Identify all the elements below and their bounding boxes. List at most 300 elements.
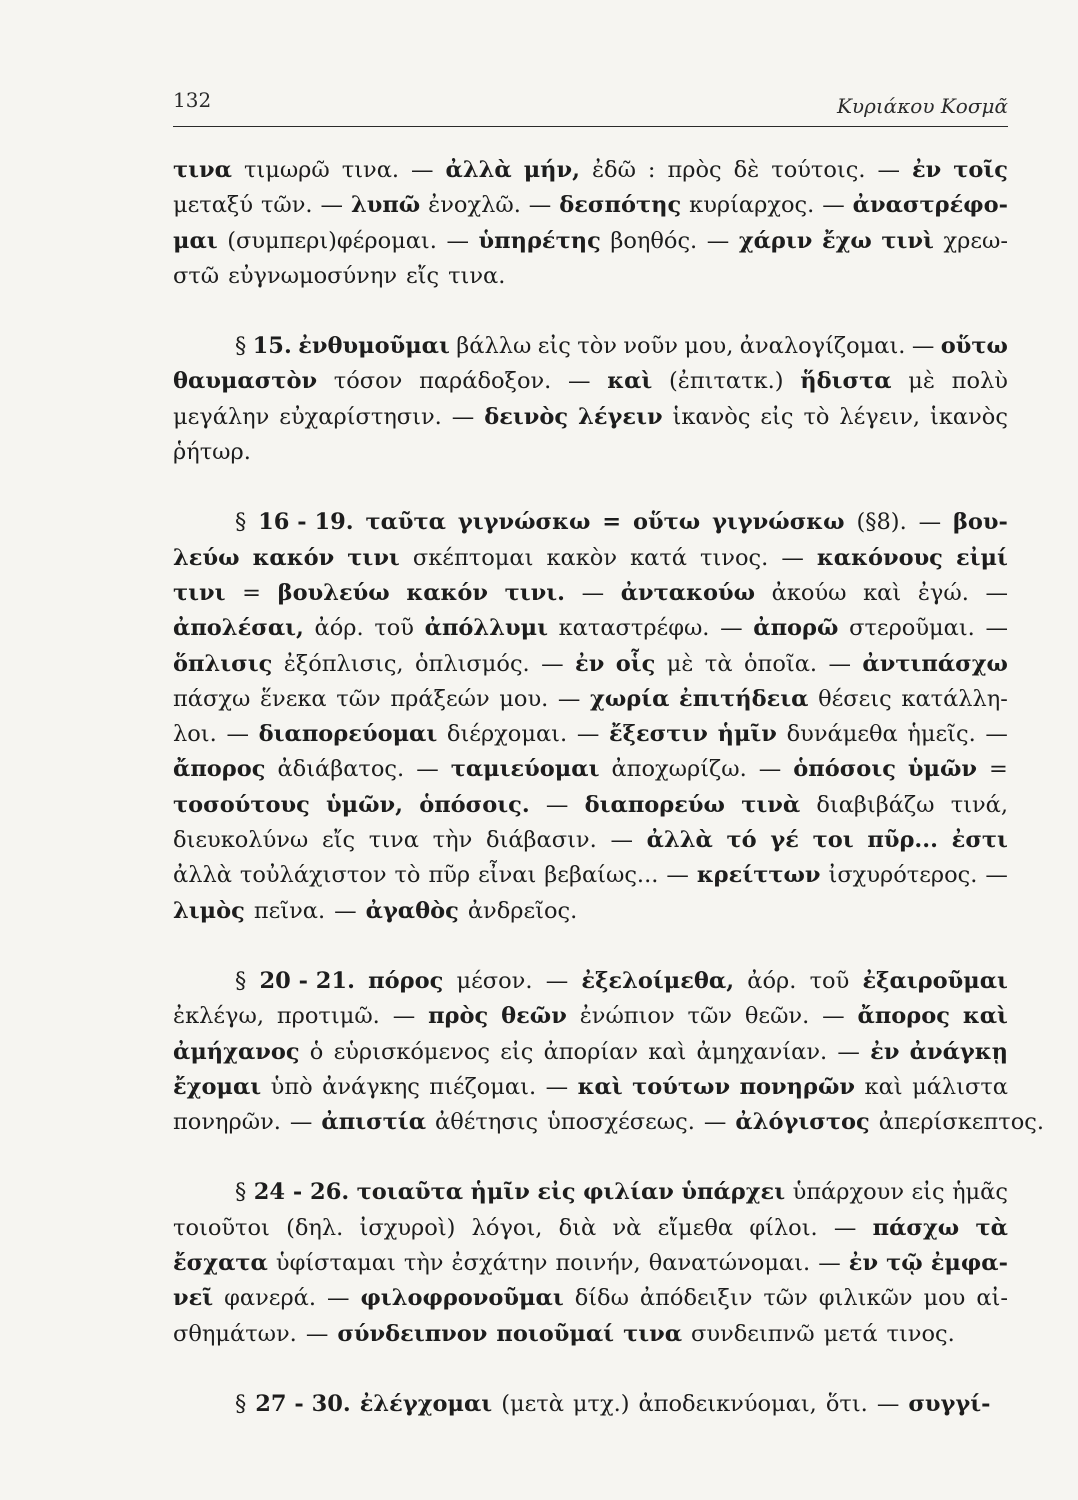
gloss-text: πράξεών [390, 685, 490, 712]
headword: οὕτω [940, 333, 1008, 360]
headword: εἰς [537, 1179, 576, 1206]
headword: ἐν [870, 1038, 900, 1065]
gloss-text: ἀνδρεῖος. [467, 897, 578, 924]
paragraph-p4 [173, 964, 1044, 1140]
gloss-text: θανατώνομαι. [648, 1250, 811, 1277]
headword: ὑπηρέτης [478, 227, 601, 254]
gloss-text: εἴμεθα [657, 1214, 734, 1241]
gloss-text: πολὺ [951, 368, 1008, 395]
gloss-text: § [235, 1179, 247, 1206]
gloss-text: — [392, 1003, 416, 1030]
gloss-text: ἀπορίαν [543, 1038, 639, 1065]
text-line [173, 1070, 1008, 1105]
gloss-text: ἕνεκα [259, 685, 327, 712]
gloss-text: ἀλλὰ [173, 862, 232, 889]
gloss-text: — [985, 721, 1008, 748]
gloss-text: ἐκλέγω, [173, 1003, 264, 1030]
headword: τινα [623, 1320, 683, 1347]
gloss-text: εἰς [760, 403, 794, 430]
gloss-text: ὑπὸ [270, 1073, 313, 1100]
paragraph-p2 [173, 329, 1008, 470]
gloss-text: φίλοι. [749, 1214, 818, 1241]
gloss-text: — [305, 1320, 329, 1347]
gloss-text: μὲ [908, 368, 935, 395]
paragraph-p6 [173, 1387, 1008, 1422]
gloss-text: εὐγνωμοσύνην [228, 262, 398, 289]
text-line [173, 964, 1008, 999]
gloss-text: ὁποῖα. [744, 650, 818, 677]
gloss-text: τινα. [448, 262, 506, 289]
gloss-text: ὑφίσταμαι [275, 1250, 396, 1277]
gloss-text: τὸν [577, 333, 617, 360]
gloss-text: εἴς [406, 262, 440, 289]
gloss-text: κυρίαρχος. [689, 192, 815, 219]
gloss-text: τινά, [950, 791, 1008, 818]
gloss-text: εὑρισκόμενος [333, 1038, 491, 1065]
headword: μαι [173, 227, 218, 254]
text-line [173, 153, 1008, 188]
gloss-text: ἐνώπιον [579, 1003, 675, 1030]
headword: ἥδιστα [800, 368, 892, 395]
gloss-text: λοι. [173, 721, 217, 748]
headword: εἰμί [955, 544, 1008, 571]
gloss-text: στεροῦμαι. [849, 615, 975, 642]
gloss-text: τινος. [886, 1320, 955, 1347]
headword: ἐνθυμοῦμαι [298, 333, 450, 360]
gloss-text: τὴν [432, 827, 473, 854]
gloss-text: μετά [823, 1320, 878, 1347]
gloss-text: ἀνάγκης [322, 1073, 420, 1100]
running-header [173, 86, 1008, 127]
headword: ταμιεύομαι [450, 756, 600, 783]
text-line [173, 435, 1008, 470]
headword: ποιοῦμαί [496, 1320, 615, 1347]
text-line [173, 541, 1008, 576]
headword: τῷ [886, 1250, 923, 1277]
text-line [173, 894, 1008, 929]
headword: ὅπλισις [173, 650, 273, 677]
gloss-text: αἰ- [976, 1285, 1008, 1312]
gloss-text: ἀποδεικνύομαι, [638, 1390, 817, 1417]
gloss-text: — [289, 1109, 313, 1136]
gloss-text: δὲ [733, 157, 760, 183]
headword: κακόν [252, 544, 335, 571]
text-line [173, 682, 1008, 717]
headword: 24 - 26. [253, 1179, 350, 1206]
headword: θαυμαστὸν [173, 368, 318, 395]
gloss-text: τοὐλάχιστον [239, 862, 387, 889]
gloss-text: ἀόρ. [314, 615, 364, 642]
paragraph-p5 [173, 1175, 1008, 1351]
headword: οἷς [615, 650, 656, 677]
paragraph-p3 [173, 505, 1008, 929]
text-line [173, 1317, 1008, 1352]
headword: τοῖς [953, 157, 1008, 183]
headword: τοι [812, 827, 854, 854]
gloss-text: εὐχαρίστησιν. [279, 403, 442, 430]
main-text [173, 153, 1044, 1457]
headword: ἐμφα- [930, 1250, 1008, 1277]
gloss-text: εἶναι [478, 862, 537, 889]
gloss-text: μέσον. [456, 967, 533, 994]
text-line [173, 611, 1008, 646]
gloss-text: — [918, 509, 942, 536]
headword: ἔχομαι [173, 1073, 262, 1100]
gloss-text: τὸ [394, 862, 421, 889]
headword: ὑμῶν, [326, 791, 403, 818]
gloss-text: φιλικῶν [818, 1285, 913, 1312]
headword: καὶ [607, 368, 653, 395]
gloss-text: — [781, 544, 804, 571]
text-line [173, 1387, 1008, 1422]
headword: διαπορεύω [584, 791, 725, 818]
gloss-text: — [545, 1073, 569, 1100]
headword: ὁπόσοις [793, 756, 896, 783]
gloss-text: ἱκανὸς [672, 403, 751, 430]
text-line [173, 224, 1008, 259]
headword: = [602, 509, 622, 536]
headword: ἔχω [821, 227, 872, 254]
headword: λυπῶ [350, 192, 421, 219]
gloss-text: — [446, 227, 469, 254]
gloss-text: χρεω- [943, 227, 1008, 254]
headword: ὑμῶν [907, 756, 978, 783]
gloss-text: (ἐπιτατκ.) [669, 368, 784, 395]
gloss-text: — [451, 403, 475, 430]
headword: ἀμήχανος [173, 1038, 300, 1065]
headword: ὑπάρχει [681, 1179, 786, 1206]
gloss-text: ὁ [309, 1038, 324, 1065]
gloss-text: τῶν [687, 1003, 732, 1030]
headword: ὁπόσοις. [419, 791, 530, 818]
headword: τό [726, 827, 757, 854]
headword: φιλοφρονοῦμαι [360, 1285, 564, 1312]
gloss-text: — [541, 650, 564, 677]
gloss-text: διέρχομαι. [446, 721, 568, 748]
paragraph-p1 [173, 153, 1008, 294]
gloss-text: τινα. [341, 157, 400, 183]
gloss-text: καὶ [863, 579, 902, 606]
headword: βου- [952, 509, 1008, 536]
gloss-text: — [581, 579, 605, 606]
gloss-text: τοιοῦτοι [173, 1214, 270, 1241]
gloss-text: — [528, 192, 552, 219]
gloss-text: βεβαίως... [544, 862, 659, 889]
headword: γέ [770, 827, 799, 854]
gloss-text: ἐνοχλῶ. [428, 192, 521, 219]
gloss-text: — [985, 862, 1008, 889]
headword: δεσπότης [559, 192, 682, 219]
gloss-text: τινος. [700, 544, 769, 571]
gloss-text: ἰσχυρότερος. [828, 862, 978, 889]
gloss-text: — [703, 1109, 727, 1136]
gloss-text: μου, [684, 333, 734, 360]
gloss-text: καὶ [648, 1038, 687, 1065]
gloss-text: λέγειν, [839, 403, 921, 430]
gloss-text: κατάλλη- [901, 685, 1008, 712]
headword: τινι [347, 544, 400, 571]
gloss-text: τιμωρῶ [243, 157, 330, 183]
headword: οὕτω [633, 509, 701, 536]
gloss-text: προτιμῶ. [276, 1003, 380, 1030]
gloss-text: παράδοξον. [419, 368, 552, 395]
gloss-text: — [226, 721, 249, 748]
gloss-text: ἐγώ. [917, 579, 969, 606]
headword: τινὶ [881, 227, 934, 254]
gloss-text: — [411, 157, 434, 183]
gloss-text: — [334, 897, 357, 924]
gloss-text: ἀόρ. [747, 967, 797, 994]
headword: ἀπολέσαι, [173, 615, 304, 642]
headword: τινὰ [741, 791, 801, 818]
headword: κακόνους [816, 544, 943, 571]
headword: λιμὸς [173, 897, 245, 924]
gloss-text: — [720, 615, 743, 642]
headword: 15. [252, 333, 292, 360]
headword: ἐπιτήδεια [679, 685, 809, 712]
headword: λέγειν [578, 403, 663, 430]
headword: πῦρ... [867, 827, 938, 854]
headword: ἐξελοίμεθα, [581, 967, 735, 994]
gloss-text: — [545, 791, 569, 818]
headword: τοιαῦτα [356, 1179, 464, 1206]
gloss-text: = [989, 756, 1008, 783]
gloss-text: — [911, 333, 935, 360]
headword: ἔσχατα [173, 1250, 268, 1277]
headword: ἐν [848, 1250, 879, 1277]
headword: ἄπορος [857, 1003, 950, 1030]
headword: ἡμῖν [470, 1179, 530, 1206]
headword: ἀντακούω [620, 579, 756, 606]
gloss-text: δυνάμεθα [786, 721, 898, 748]
text-line [173, 505, 1008, 540]
gloss-text: τὴν [403, 1250, 444, 1277]
headword: διαπορεύομαι [258, 721, 438, 748]
text-line [173, 1281, 1008, 1316]
headword: ἀντιπάσχω [862, 650, 1008, 677]
headword: ἀγαθὸς [365, 897, 459, 924]
headword: ἀπόλλυμι [424, 615, 548, 642]
gloss-text: § [235, 333, 247, 360]
gloss-text: — [985, 579, 1008, 606]
text-line [173, 823, 1008, 858]
gloss-text: τὸ [803, 403, 830, 430]
gloss-text: — [833, 1214, 857, 1241]
headword: λεύω [173, 544, 240, 571]
headword: 20 - 21. [259, 967, 355, 994]
gloss-text: : [647, 157, 656, 183]
gloss-text: καὶ [864, 1073, 903, 1100]
headword: πρὸς [428, 1003, 489, 1030]
text-line [173, 999, 1008, 1034]
headword: καὶ [962, 1003, 1008, 1030]
gloss-text: ἀναλογίζομαι. [739, 333, 906, 360]
gloss-text: τῶν. [260, 192, 313, 219]
headword: πόρος [368, 967, 444, 994]
headword: τινα [173, 157, 232, 183]
gloss-text: ἀποχωρίζω. [611, 756, 747, 783]
gloss-text: βοηθός. [610, 227, 698, 254]
headword: χωρία [590, 685, 670, 712]
gloss-text: — [828, 650, 851, 677]
text-line [173, 576, 1008, 611]
gloss-text: συνδειπνῶ [691, 1320, 815, 1347]
gloss-text: καταστρέφω. [558, 615, 710, 642]
gloss-text: τοῦ [809, 967, 850, 994]
gloss-text: — [877, 157, 900, 183]
gloss-text: μάλιστα [912, 1073, 1008, 1100]
gloss-text: σθημάτων. [173, 1320, 297, 1347]
gloss-text: — [568, 368, 591, 395]
gloss-text: ἱκανὸς [930, 403, 1008, 430]
headword: ἐν [575, 650, 605, 677]
gloss-text: ὁπλισμός. [415, 650, 530, 677]
headword: ἄπορος [173, 756, 266, 783]
gloss-text: θέσεις [818, 685, 892, 712]
gloss-text: (§8). [856, 509, 907, 536]
gloss-text: μεγάλην [173, 403, 270, 430]
headword: 16 - 19. [258, 509, 354, 536]
headword: ἀλλὰ [445, 157, 512, 183]
gloss-text: ὑποσχέσεως. [547, 1109, 695, 1136]
text-line [173, 364, 1008, 399]
gloss-text: — [706, 227, 730, 254]
text-line [173, 752, 1008, 787]
headword: πονηρῶν [739, 1073, 856, 1100]
gloss-text: εἴς [321, 827, 356, 854]
gloss-text: διαβιβάζω [816, 791, 935, 818]
gloss-text: ῥήτωρ. [173, 439, 251, 466]
headword: φιλίαν [583, 1179, 674, 1206]
headword: ἐξαιροῦμαι [862, 967, 1008, 994]
gloss-text: σκέπτομαι [412, 544, 534, 571]
headword: ἀπορῶ [753, 615, 839, 642]
gloss-text: νοῦν [623, 333, 678, 360]
gloss-text: πονηρῶν. [173, 1109, 281, 1136]
gloss-text: (συμπερι)φέρομαι. [227, 227, 437, 254]
text-line [173, 647, 1008, 682]
headword: θεῶν [501, 1003, 567, 1030]
text-line [173, 188, 1008, 223]
headword: ταῦτα [365, 509, 446, 536]
gloss-text: εἰς [500, 1038, 534, 1065]
headword: ἔξεστιν [609, 721, 708, 748]
gloss-text: ὅτι. [825, 1390, 868, 1417]
text-line [173, 1175, 1008, 1210]
gloss-text: — [576, 721, 600, 748]
headword: ἐστι [951, 827, 1008, 854]
headword: ἀναστρέφο- [852, 192, 1008, 219]
headword: νεῖ [173, 1285, 214, 1312]
gloss-text: δίδω [574, 1285, 629, 1312]
text-line [173, 1035, 1008, 1070]
headword: γιγνώσκω [457, 509, 591, 536]
headword: πάσχω [872, 1214, 960, 1241]
gloss-text: εἰς [911, 1179, 945, 1206]
gloss-text: ἡμᾶς [952, 1179, 1008, 1206]
gloss-text: — [557, 685, 581, 712]
headword: τὰ [975, 1214, 1008, 1241]
gloss-text: φανερά. [224, 1285, 317, 1312]
gloss-text: (δηλ. [286, 1214, 344, 1241]
gloss-text: διάβασιν. [485, 827, 597, 854]
text-line [173, 1246, 1008, 1281]
gloss-text: ὑπάρχουν [792, 1179, 905, 1206]
gloss-text: κατά [630, 544, 687, 571]
gloss-text: κακὸν [546, 544, 617, 571]
gloss-text: — [818, 1250, 841, 1277]
gloss-text: — [610, 827, 633, 854]
gloss-text: μου [923, 1285, 966, 1312]
gloss-text: — [758, 756, 782, 783]
gloss-text: = [242, 579, 262, 606]
gloss-text: διευκολύνω [173, 827, 309, 854]
gloss-text: ἰσχυροὶ) [359, 1214, 456, 1241]
gloss-text: ἡμεῖς. [907, 721, 976, 748]
text-line [173, 259, 1008, 294]
gloss-text: τόσον [333, 368, 403, 395]
gloss-text: τὰ [704, 650, 733, 677]
gloss-text: — [320, 192, 343, 219]
gloss-text: εἰς [537, 333, 571, 360]
gloss-text: — [876, 1390, 900, 1417]
headword: χάριν [738, 227, 813, 254]
headword: ἀνάγκῃ [909, 1038, 1008, 1065]
headword: ἀλλὰ [646, 827, 713, 854]
headword: τοσούτους [173, 791, 310, 818]
gloss-text: — [326, 1285, 350, 1312]
gloss-text: — [822, 192, 845, 219]
headword: κακόν [406, 579, 488, 606]
text-line [173, 858, 1008, 893]
gloss-text: § [235, 509, 247, 536]
gloss-text: ἀδιάβατος. [277, 756, 405, 783]
gloss-text: ποινήν, [555, 1250, 641, 1277]
text-line [173, 329, 1008, 364]
text-line [173, 788, 1008, 823]
text-line [173, 1211, 1008, 1246]
gloss-text: — [545, 967, 569, 994]
gloss-text: τοῦ [374, 615, 414, 642]
gloss-text: ἀμηχανίαν. [696, 1038, 828, 1065]
gloss-text: § [235, 1390, 247, 1417]
gloss-text: στῶ [173, 262, 220, 289]
gloss-text: τῶν [336, 685, 381, 712]
gloss-text: μου. [499, 685, 549, 712]
gloss-text: — [822, 1003, 845, 1030]
gloss-text: ἀπόδειξιν [639, 1285, 753, 1312]
gloss-text: βάλλω [456, 333, 532, 360]
gloss-text: πῦρ [428, 862, 471, 889]
headword: τούτων [632, 1073, 731, 1100]
headword: δεινὸς [484, 403, 569, 430]
headword: βουλεύω [277, 579, 390, 606]
page-number: 132 [173, 88, 212, 112]
headword: τινι. [504, 579, 565, 606]
gloss-text: — [666, 862, 689, 889]
text-line [173, 1105, 1044, 1140]
headword: συγγί- [908, 1390, 991, 1417]
headword: ἐν [911, 157, 942, 183]
gloss-text: — [837, 1038, 860, 1065]
gloss-text: ἀπερίσκεπτος. [878, 1109, 1044, 1136]
headword: ἡμῖν [717, 721, 777, 748]
gloss-text: πεῖνα. [253, 897, 326, 924]
gloss-text: ἐδῶ [591, 157, 636, 183]
gloss-text: τούτοις. [771, 157, 866, 183]
text-line [173, 400, 1008, 435]
headword: μήν, [523, 157, 580, 183]
